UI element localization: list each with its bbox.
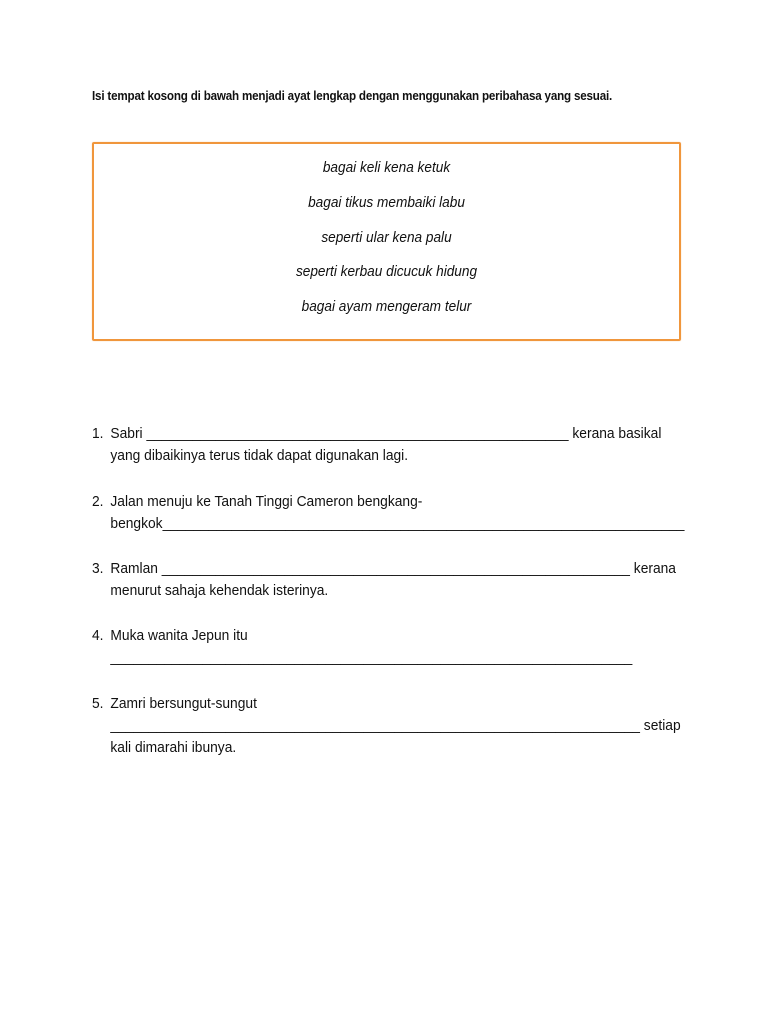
- question-text: Muka wanita Jepun itu: [110, 627, 248, 644]
- proverb-item: seperti kerbau dicucuk hidung: [295, 264, 478, 280]
- question-text: kali dimarahi ibunya.: [110, 739, 237, 756]
- question-number: 1.: [92, 425, 104, 442]
- question-2: [92, 491, 692, 535]
- question-4: [92, 625, 692, 669]
- proverb-item: bagai tikus membaiki labu: [308, 195, 465, 211]
- question-number: 4.: [92, 627, 104, 644]
- question-text: _____________________________________________________________________ setiap: [110, 717, 681, 734]
- question-5: [92, 693, 692, 759]
- question-text: menurut sahaja kehendak isterinya.: [110, 582, 329, 599]
- proverb-item: bagai keli kena ketuk: [322, 160, 451, 176]
- question-text: Jalan menuju ke Tanah Tinggi Cameron bengkang-: [110, 493, 423, 510]
- question-text: yang dibaikinya terus tidak dapat digunakan lagi.: [110, 447, 409, 464]
- question-number: 2.: [92, 493, 104, 510]
- question-number: 3.: [92, 560, 104, 577]
- question-3: [92, 558, 692, 602]
- question-text: Ramlan _____________________________________________________________ kerana: [110, 560, 676, 577]
- proverb-box: [92, 142, 681, 341]
- question-text: bengkok____________________________________________________________________: [110, 515, 685, 532]
- instruction-text: Isi tempat kosong di bawah menjadi ayat lengkap dengan menggunakan peribahasa yang sesuai.: [92, 89, 613, 103]
- question-1: [92, 423, 692, 467]
- question-text: Zamri bersungut-sungut: [110, 695, 257, 712]
- question-text: ____________________________________________________________________: [110, 649, 633, 666]
- proverb-item: seperti ular kena palu: [321, 230, 452, 246]
- question-number: 5.: [92, 695, 104, 712]
- question-text: Sabri _______________________________________________________ kerana basikal: [110, 425, 662, 442]
- proverb-item: bagai ayam mengeram telur: [301, 299, 472, 315]
